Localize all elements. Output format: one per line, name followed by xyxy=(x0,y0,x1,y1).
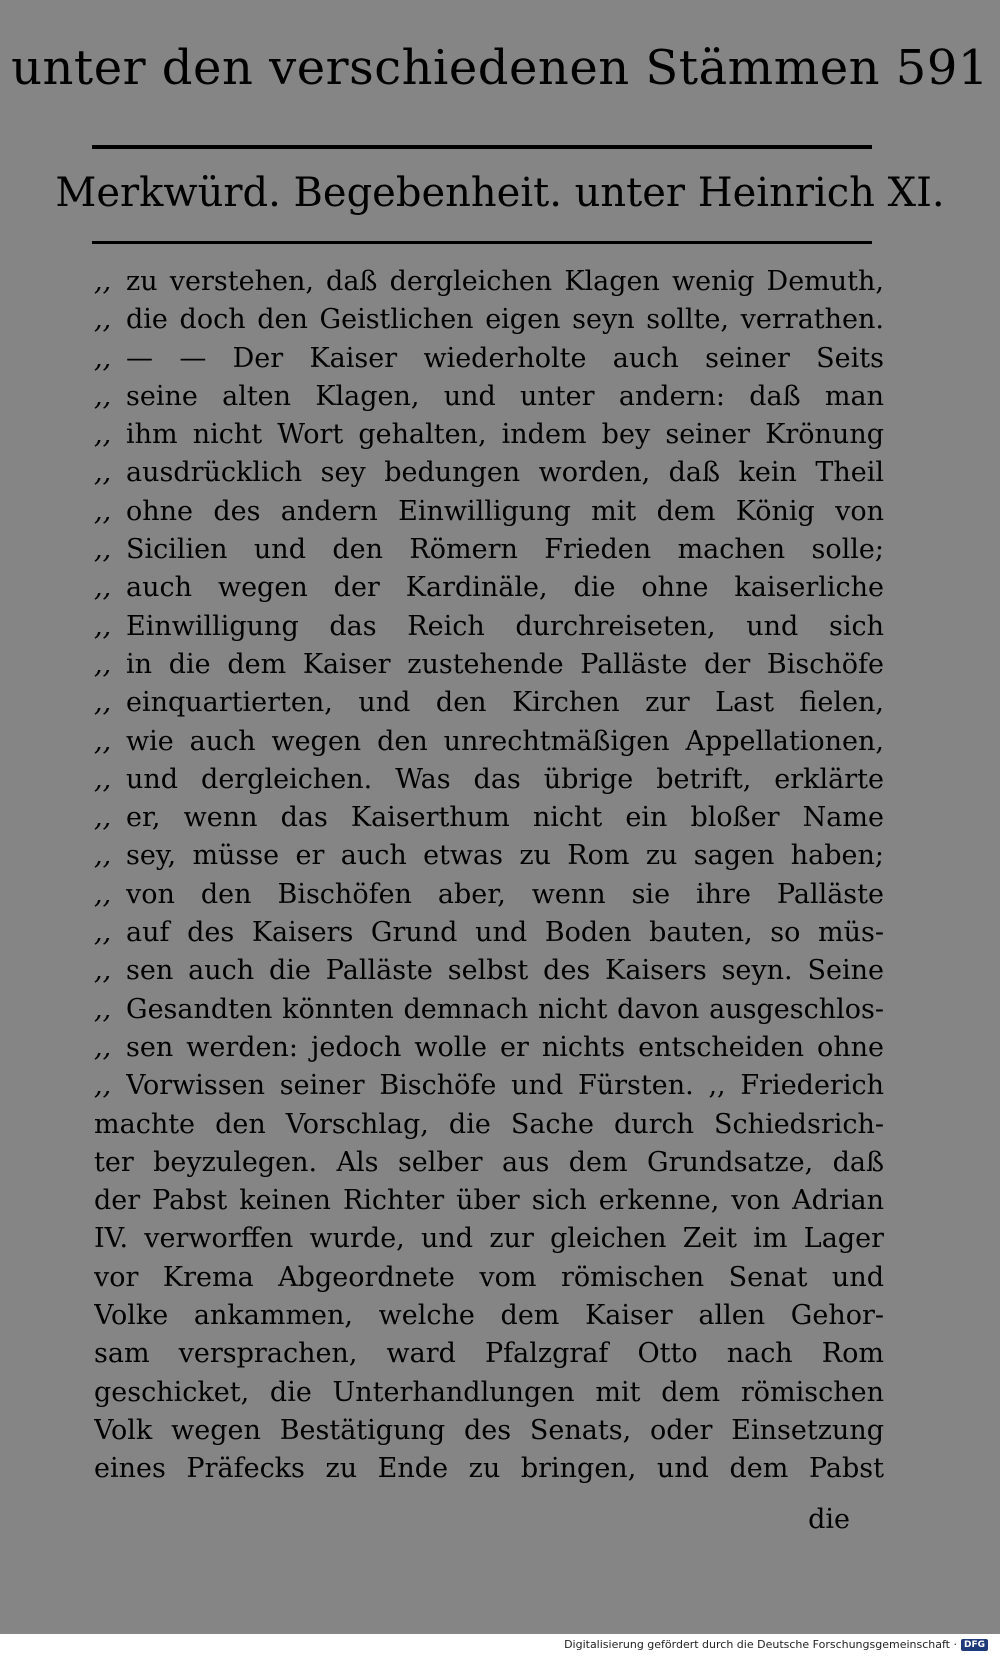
text-line xyxy=(94,837,884,875)
header-rule-top xyxy=(92,145,872,149)
line-text: eines Präfecks zu Ende zu bringen, und dem Pabst xyxy=(94,1453,884,1485)
quote-mark: ,, xyxy=(94,534,112,566)
text-line xyxy=(94,952,884,990)
line-text: ter beyzulegen. Als selber aus dem Grundsatze, daß xyxy=(94,1146,884,1178)
line-text: sen werden: jedoch wolle er nichts entscheiden ohne xyxy=(126,1031,884,1063)
catchword: die xyxy=(808,1504,850,1535)
line-text: auch wegen der Kardinäle, die ohne kaiserliche xyxy=(126,572,884,604)
quote-mark: ,, xyxy=(94,802,112,834)
quote-mark: ,, xyxy=(94,1070,112,1102)
quote-mark: ,, xyxy=(94,917,112,949)
running-head: unter den verschiedenen Stämmen 591 xyxy=(11,40,989,96)
text-line xyxy=(94,301,884,339)
text-line xyxy=(94,1182,884,1220)
text-line xyxy=(94,493,884,531)
line-text: auf des Kaisers Grund und Boden bauten, so müs- xyxy=(126,917,884,949)
text-line xyxy=(94,1259,884,1297)
text-line xyxy=(94,531,884,569)
line-text: ausdrücklich sey bedungen worden, daß kein Theil xyxy=(126,457,884,489)
footer-credit: Digitalisierung gefördert durch die Deutsche Forschungsgemeinschaft · xyxy=(564,1638,957,1651)
text-line xyxy=(94,646,884,684)
line-text: zu verstehen, daß dergleichen Klagen wenig Demuth, xyxy=(126,266,884,297)
line-text: Vorwissen seiner Bischöfe und Fürsten. ,, Friederich xyxy=(126,1070,884,1102)
section-title: Merkwürd. Begebenheit. unter Heinrich XI. xyxy=(55,170,945,216)
line-text: Einwilligung das Reich durchreiseten, und sich xyxy=(126,610,884,642)
quote-mark: ,, xyxy=(94,878,112,910)
line-text: ohne des andern Einwilligung mit dem König von xyxy=(126,495,884,527)
header-rule-bottom xyxy=(92,241,872,244)
quote-mark: ,, xyxy=(94,380,112,412)
text-line xyxy=(94,723,884,761)
quote-mark: ,, xyxy=(94,610,112,642)
text-line xyxy=(94,761,884,799)
line-text: und dergleichen. Was das übrige betrift, erklärte xyxy=(126,763,884,795)
dfg-logo-icon: DFG xyxy=(961,1639,988,1651)
line-text: er, wenn das Kaiserthum nicht ein bloßer Name xyxy=(126,802,884,834)
quote-mark: ,, xyxy=(94,266,112,297)
text-line xyxy=(94,1144,884,1182)
line-text: Volk wegen Bestätigung des Senats, oder Einsetzung xyxy=(94,1414,884,1446)
text-line xyxy=(94,914,884,952)
text-line xyxy=(94,876,884,914)
text-line xyxy=(94,608,884,646)
quote-mark: ,, xyxy=(94,342,112,374)
line-text: machte den Vorschlag, die Sache durch Schiedsrich- xyxy=(94,1108,884,1140)
text-line xyxy=(94,378,884,416)
text-line xyxy=(94,1335,884,1373)
quote-mark: ,, xyxy=(94,648,112,680)
quote-mark: ,, xyxy=(94,955,112,987)
text-line xyxy=(94,991,884,1029)
quote-mark: ,, xyxy=(94,495,112,527)
line-text: — — Der Kaiser wiederholte auch seiner Seits xyxy=(126,342,884,374)
line-text: von den Bischöfen aber, wenn sie ihre Palläste xyxy=(126,878,884,910)
digitization-footer xyxy=(564,1638,988,1651)
text-line xyxy=(94,416,884,454)
line-text: einquartierten, und den Kirchen zur Last fielen, xyxy=(126,687,884,719)
line-text: Volke ankammen, welche dem Kaiser allen Gehor- xyxy=(94,1300,884,1332)
body-text xyxy=(94,263,884,1489)
line-text: vor Krema Abgeordnete vom römischen Senat und xyxy=(94,1261,884,1293)
quote-mark: ,, xyxy=(94,457,112,489)
quote-mark: ,, xyxy=(94,572,112,604)
text-line xyxy=(94,454,884,492)
quote-mark: ,, xyxy=(94,840,112,872)
line-text: sen auch die Palläste selbst des Kaisers seyn. Seine xyxy=(126,955,884,987)
quote-mark: ,, xyxy=(94,687,112,719)
text-line xyxy=(94,1374,884,1412)
quote-mark: ,, xyxy=(94,419,112,451)
text-line xyxy=(94,1220,884,1258)
line-text: Sicilien und den Römern Frieden machen solle; xyxy=(126,534,884,566)
text-line xyxy=(94,1106,884,1144)
text-line xyxy=(94,263,884,301)
quote-mark: ,, xyxy=(94,304,112,336)
text-line xyxy=(94,340,884,378)
line-text: ihm nicht Wort gehalten, indem bey seiner Krönung xyxy=(126,419,884,451)
text-line xyxy=(94,1297,884,1335)
text-line xyxy=(94,1450,884,1488)
text-line xyxy=(94,569,884,607)
line-text: sey, müsse er auch etwas zu Rom zu sagen haben; xyxy=(126,840,884,872)
line-text: Gesandten könnten demnach nicht davon ausgeschlos- xyxy=(126,993,884,1025)
line-text: seine alten Klagen, und unter andern: daß man xyxy=(126,380,884,412)
line-text: in die dem Kaiser zustehende Palläste der Bischöfe xyxy=(126,648,884,680)
line-text: wie auch wegen den unrechtmäßigen Appellationen, xyxy=(126,725,884,757)
line-text: geschicket, die Unterhandlungen mit dem römischen xyxy=(94,1376,884,1408)
line-text: der Pabst keinen Richter über sich erkenne, von Adrian xyxy=(94,1185,884,1217)
line-text: IV. verworffen wurde, und zur gleichen Zeit im Lager xyxy=(94,1223,884,1255)
quote-mark: ,, xyxy=(94,725,112,757)
quote-mark: ,, xyxy=(94,993,112,1025)
text-line xyxy=(94,1067,884,1105)
text-line xyxy=(94,1412,884,1450)
text-line xyxy=(94,1029,884,1067)
text-line xyxy=(94,799,884,837)
quote-mark: ,, xyxy=(94,763,112,795)
line-text: die doch den Geistlichen eigen seyn sollte, verrathen. xyxy=(126,304,884,336)
line-text: sam versprachen, ward Pfalzgraf Otto nach Rom xyxy=(94,1338,884,1370)
quote-mark: ,, xyxy=(94,1031,112,1063)
text-line xyxy=(94,684,884,722)
